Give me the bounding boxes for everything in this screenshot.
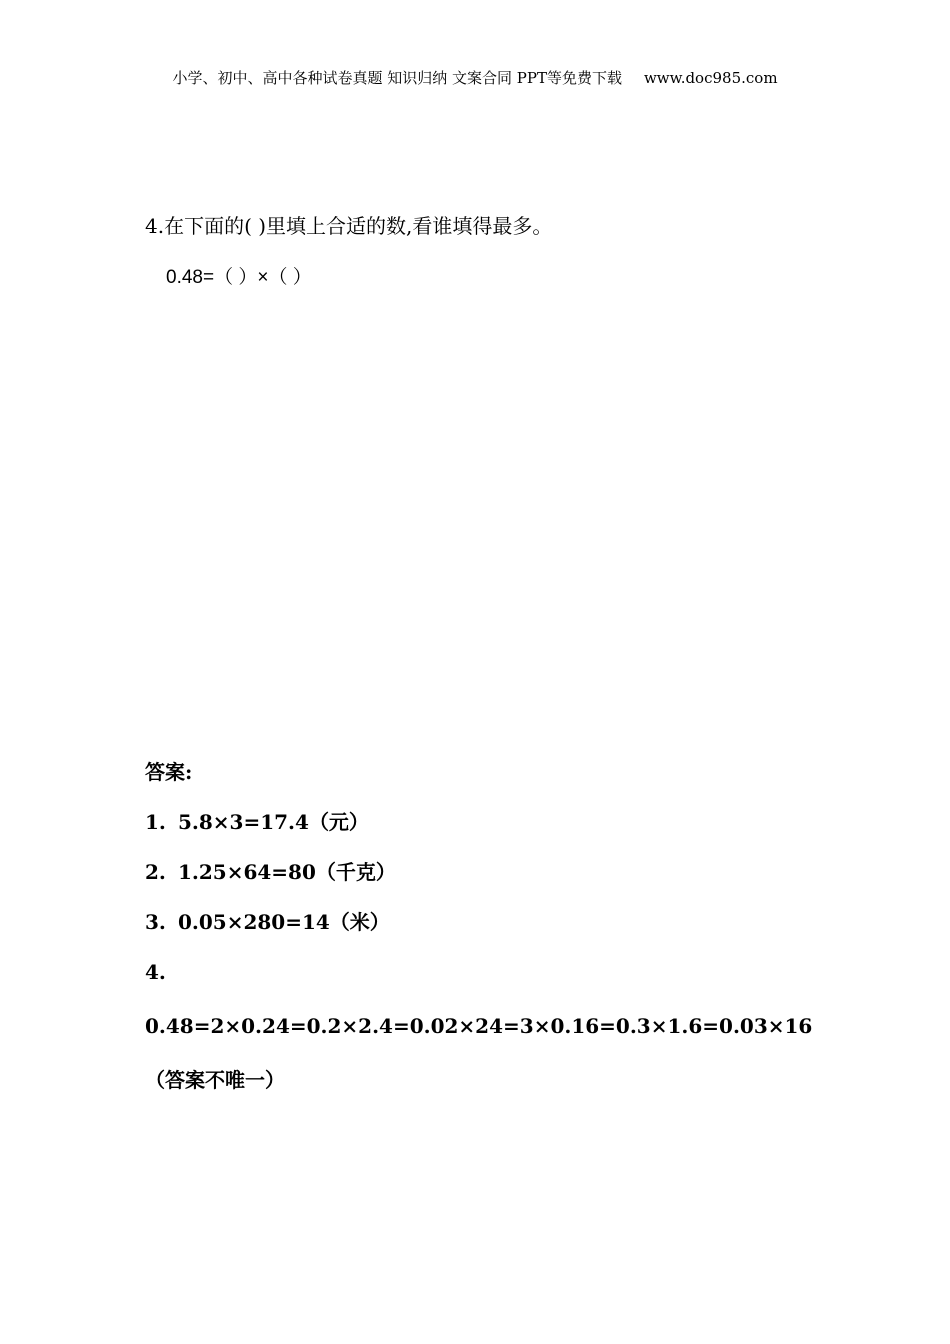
answer-number: 3. [145, 910, 166, 934]
answer-item [145, 810, 825, 834]
answer-text: 0.48=2×0.24=0.2×2.4=0.02×24=3×0.16=0.3×1.6=0.03×16（答案不唯一） [145, 1014, 813, 1092]
answers-title: 答案: [145, 760, 193, 784]
header-text: 小学、初中、高中各种试卷真题 知识归纳 文案合同 PPT等免费下载 [172, 69, 622, 87]
answer-item [145, 945, 825, 1107]
question-prompt: 4.在下面的( )里填上合适的数,看谁填得最多。 [145, 214, 553, 238]
header-site-url: www.doc985.com [643, 69, 778, 87]
page-header [0, 67, 950, 88]
answer-text: 5.8×3=17.4（元） [178, 810, 369, 834]
question-equation: 0.48=（ ）×（ ） [166, 267, 312, 288]
answers-section [145, 760, 825, 1133]
answer-item [145, 910, 825, 934]
answer-number: 1. [145, 810, 166, 834]
answer-number: 2. [145, 860, 166, 884]
answer-number: 4. [145, 960, 166, 984]
answer-text: 1.25×64=80（千克） [178, 860, 396, 884]
answer-item [145, 860, 825, 884]
answer-text: 0.05×280=14（米） [178, 910, 390, 934]
